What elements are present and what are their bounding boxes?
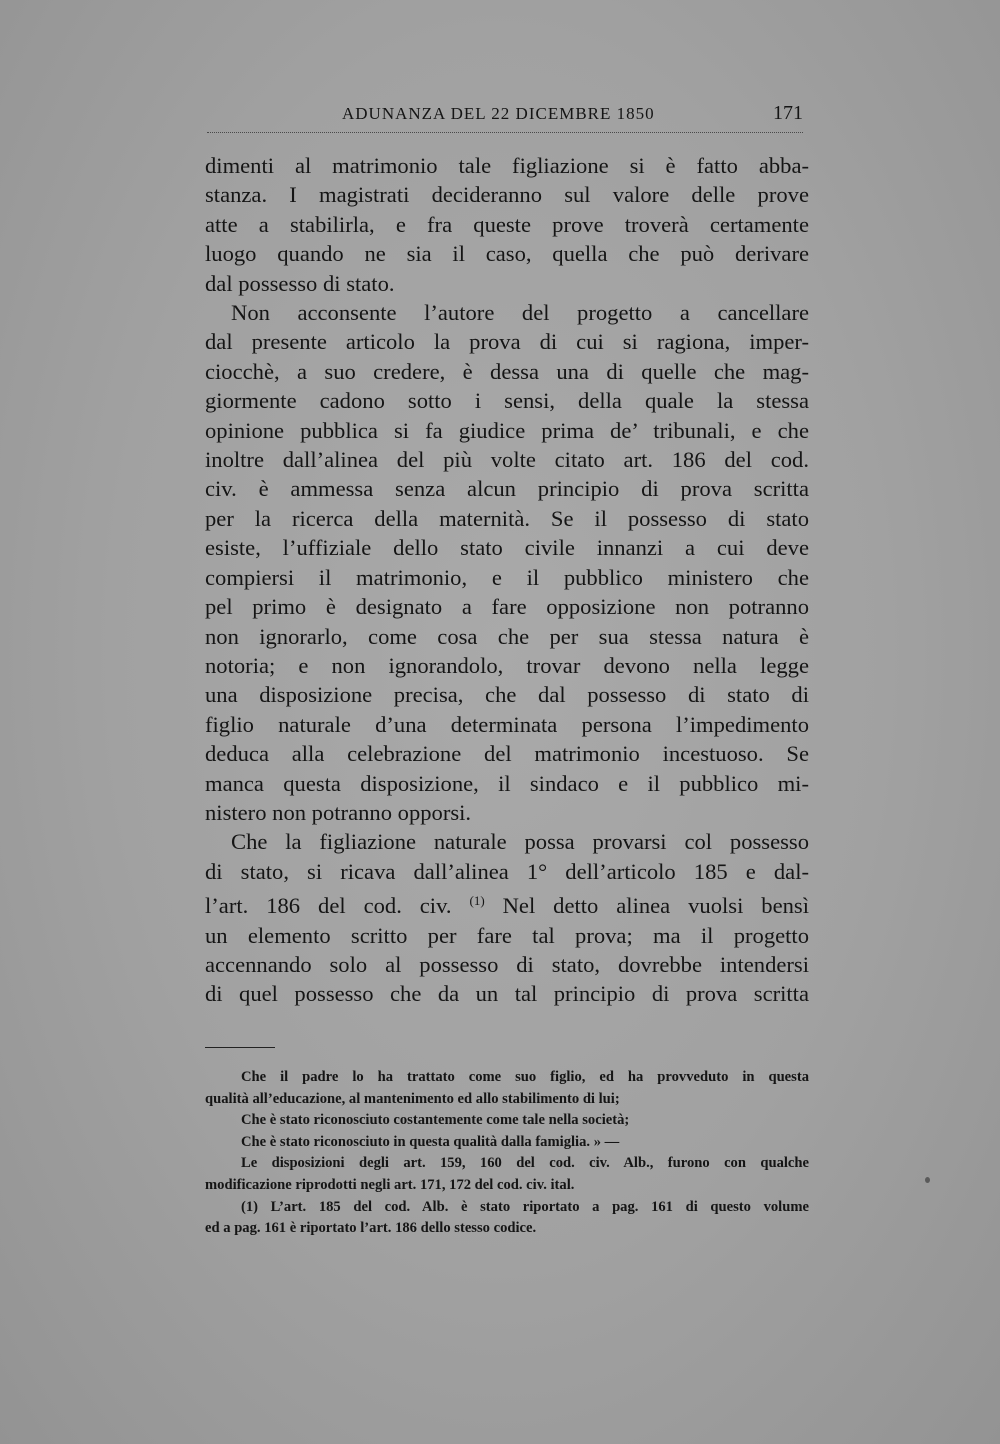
footnote-line: Le disposizioni degli art. 159, 160 del cod. civ. Alb., furono con qualche (241, 1155, 809, 1172)
text-line: notoria; e non ignorandolo, trovar devono nella legge (205, 652, 809, 678)
text-line: civ. è ammessa senza alcun principio di prova scritta (205, 476, 809, 502)
page-header (207, 96, 807, 136)
text-segment: Nel detto alinea vuolsi bensì (484, 893, 809, 919)
footnote-separator (205, 1047, 275, 1048)
text-line: dal possesso di stato. (205, 270, 395, 296)
footnotes (205, 1067, 809, 1240)
text-segment: l’art. 186 del cod. civ. (205, 893, 452, 919)
footnote-line: Che è stato riconosciuto in questa qualità dalla famiglia. » — (241, 1133, 620, 1150)
footnote-line: qualità all’educazione, al mantenimento ed allo stabilimento di lui; (205, 1090, 620, 1107)
footnote-line: ed a pag. 161 è riportato l’art. 186 dello stesso codice. (205, 1220, 537, 1237)
text-line-with-footnote-ref (205, 886, 809, 920)
text-line: dimenti al matrimonio tale figliazione si è fatto abba- (205, 153, 809, 178)
text-line: inoltre dall’alinea del più volte citato art. 186 del cod. (205, 447, 809, 473)
text-line: manca questa disposizione, il sindaco e il pubblico mi- (205, 770, 809, 796)
header-rule (207, 132, 803, 133)
text-line: opinione pubblica si fa giudice prima de’ tribunali, e che (205, 417, 809, 443)
text-line: pel primo è designato a fare opposizione non potranno (205, 594, 809, 620)
text-line: giormente cadono sotto i sensi, della quale la stessa (205, 388, 809, 414)
text-line: figlio naturale d’una determinata persona l’impedimento (205, 711, 809, 737)
text-line: una disposizione precisa, che dal possesso di stato di (205, 682, 809, 708)
text-line: atte a stabilirla, e fra queste prove troverà certamente (205, 211, 809, 237)
text-line: luogo quando ne sia il caso, quella che può derivare (205, 241, 809, 267)
text-line: compiersi il matrimonio, e il pubblico ministero che (205, 564, 809, 590)
text-line: Non acconsente l’autore del progetto a cancellare (231, 300, 809, 326)
text-line: dal presente articolo la prova di cui si ragiona, imper- (205, 329, 809, 355)
page-number: 171 (773, 102, 803, 124)
text-line: deduca alla celebrazione del matrimonio incestuoso. Se (205, 741, 809, 767)
text-line: Che la figliazione naturale possa provarsi col possesso (231, 829, 809, 855)
footnote-line: (1) L’art. 185 del cod. Alb. è stato riportato a pag. 161 di questo volume (241, 1198, 809, 1215)
text-line: stanza. I magistrati decideranno sul valore delle prove (205, 182, 809, 208)
running-title: ADUNANZA DEL 22 DICEMBRE 1850 (342, 104, 655, 123)
text-line: nistero non potranno opporsi. (205, 799, 472, 825)
text-line: un elemento scritto per fare tal prova; ma il progetto (205, 922, 809, 948)
text-line: accennando solo al possesso di stato, dovrebbe intendersi (205, 951, 809, 977)
text-line: ciocchè, a suo credere, è dessa una di quelle che mag- (205, 358, 809, 384)
text-line: di stato, si ricava dall’alinea 1° dell’articolo 185 e dal- (205, 858, 809, 884)
footnote-line: modificazione riprodotti negli art. 171, 172 del cod. civ. ital. (205, 1176, 575, 1193)
footnote-line: Che il padre lo ha trattato come suo figlio, ed ha provveduto in questa (241, 1069, 809, 1085)
text-line: esiste, l’uffiziale dello stato civile innanzi a cui deve (205, 535, 809, 561)
text-line: non ignorarlo, come cosa che per sua stessa natura è (205, 623, 809, 649)
paper-speck (925, 1177, 930, 1183)
text-line: di quel possesso che da un tal principio di prova scritta (205, 981, 809, 1007)
text-line: per la ricerca della maternità. Se il possesso di stato (205, 505, 809, 531)
footnote-reference[interactable]: (1) (469, 893, 485, 909)
main-text (205, 151, 809, 1009)
footnote-line: Che è stato riconosciuto costantemente come tale nella società; (241, 1112, 630, 1129)
